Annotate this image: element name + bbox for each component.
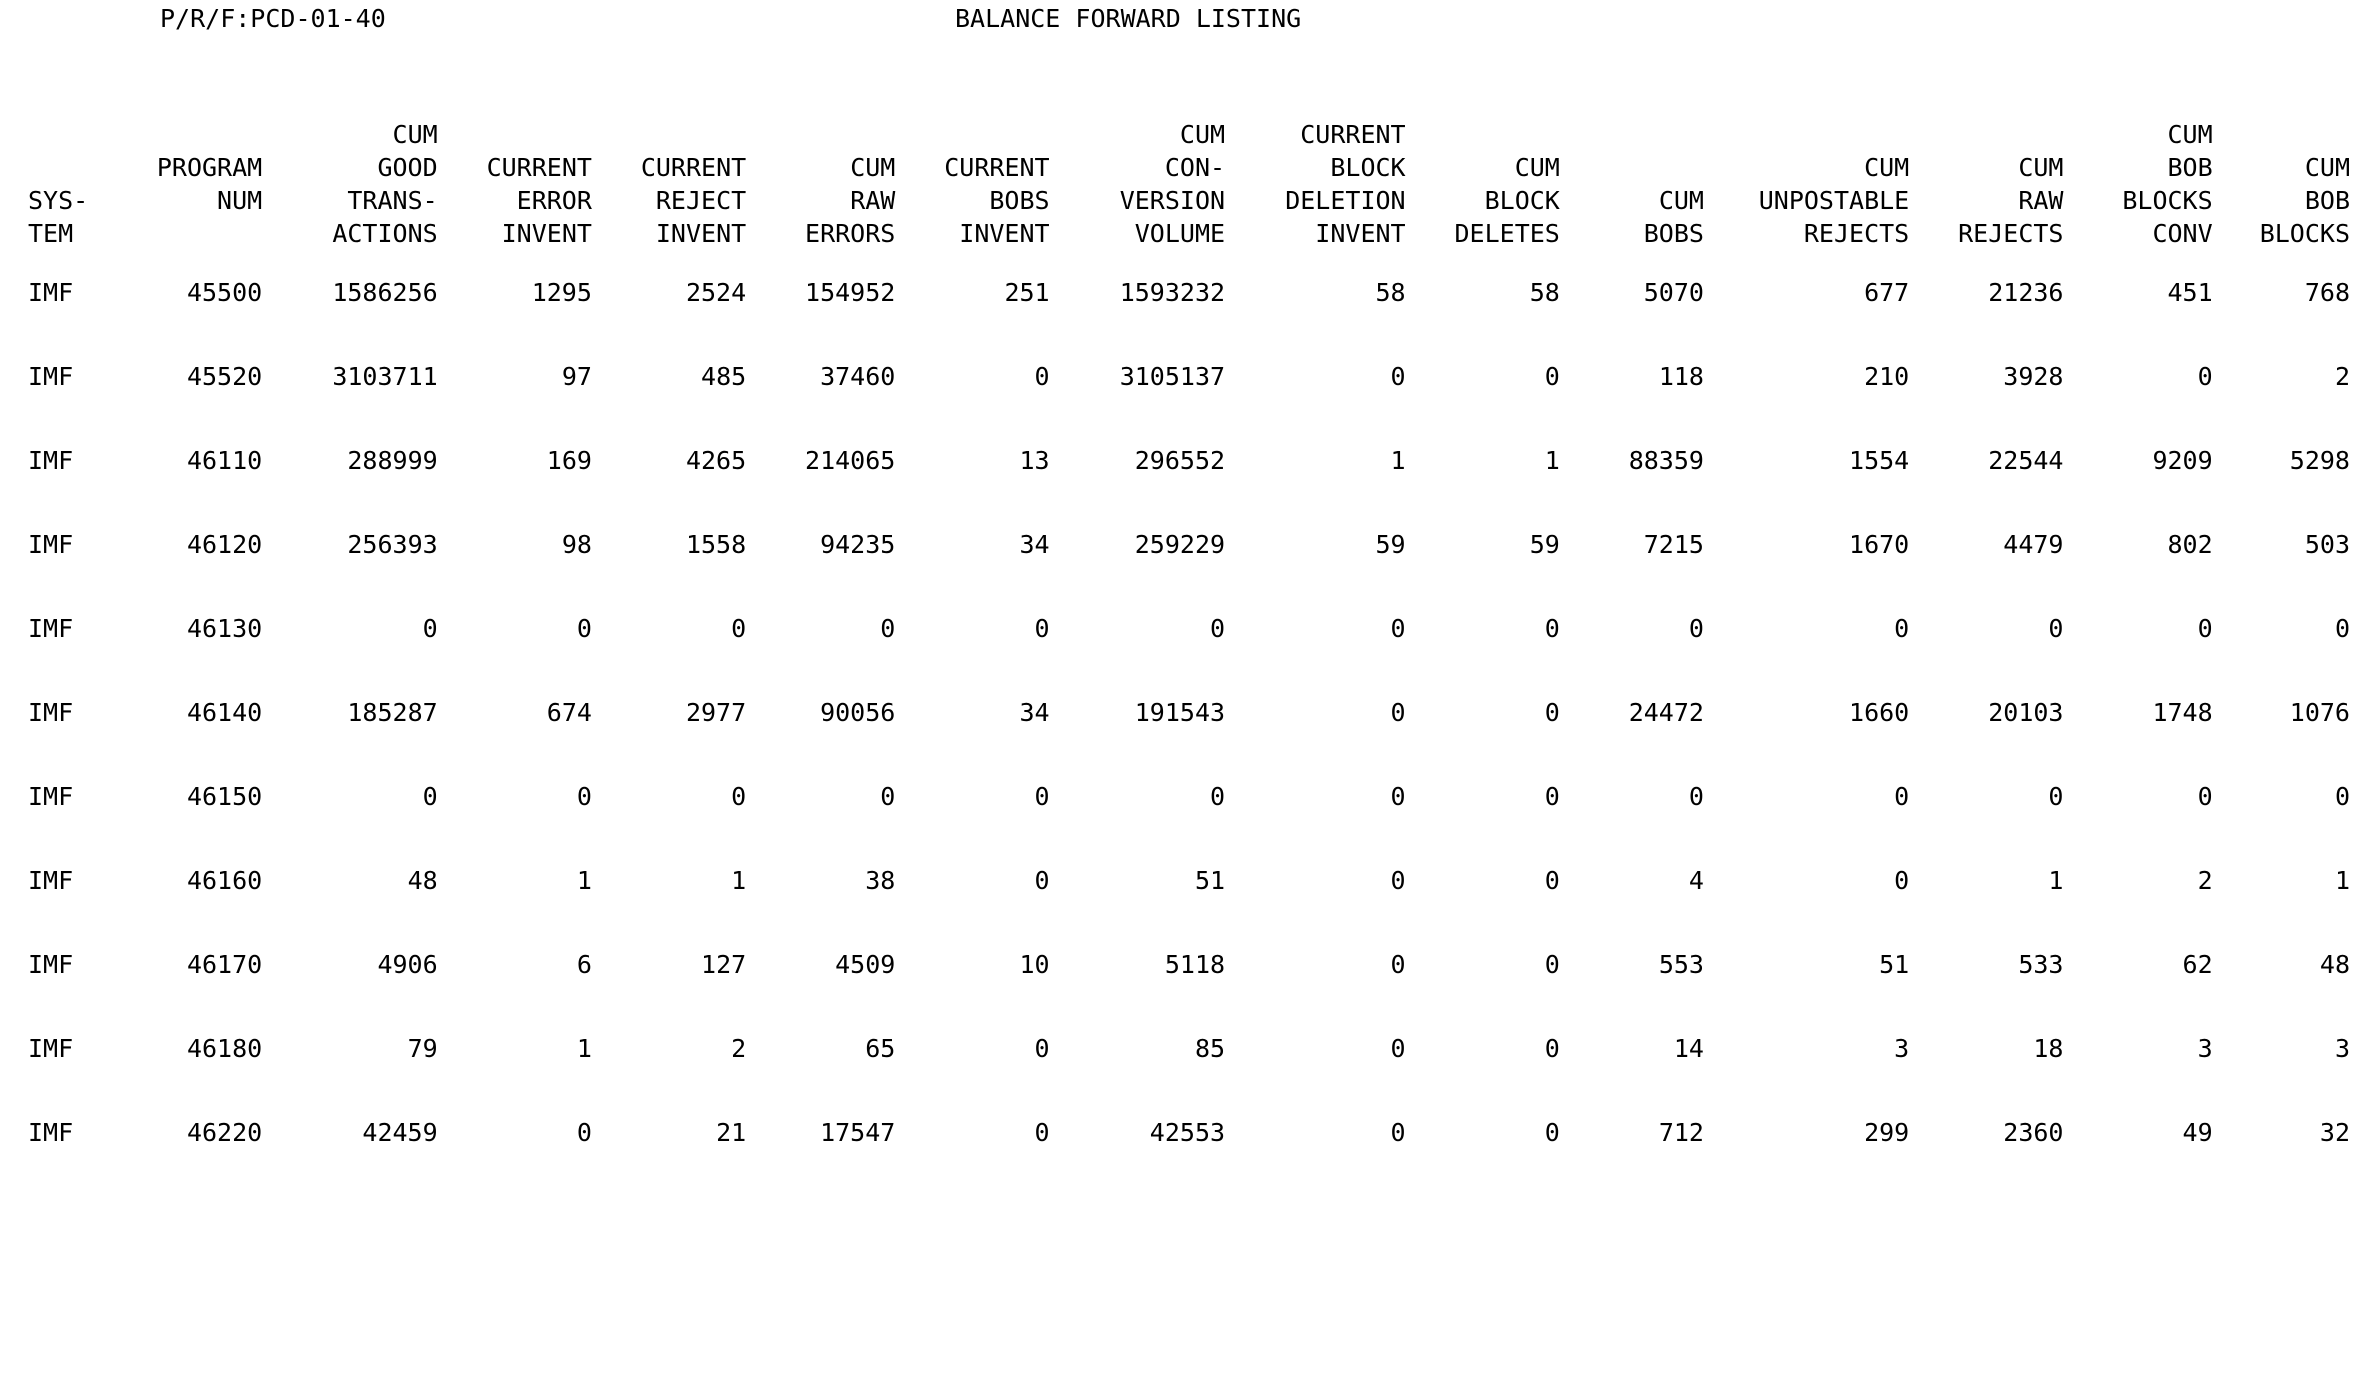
cell-cum-bobs: 118: [1658, 361, 1704, 391]
column-header-cum-bobs: [1574, 118, 1718, 250]
cell-current-error-invent: 97: [561, 361, 592, 391]
column-header-cum-bob-blocks: [2227, 118, 2364, 250]
cell-cum-unpostable-rejects: 0: [1894, 613, 1910, 643]
column-header-cum-unpostable-rejects: [1718, 118, 1923, 250]
cell-system: IMF: [28, 613, 74, 643]
cell-cum-conversion-volume: 1593232: [1119, 277, 1226, 307]
cell-program-num: 46140: [186, 697, 263, 727]
table-row: [0, 586, 2364, 670]
header-line: VOLUME: [1134, 219, 1226, 248]
cell-current-block-deletion-invent: 58: [1375, 277, 1406, 307]
cell-current-block-deletion-invent: 0: [1390, 361, 1406, 391]
cell-current-bobs-invent: 0: [1034, 1033, 1050, 1063]
cell-current-error-invent: 674: [546, 697, 592, 727]
column-header-cum-block-deletes: [1420, 118, 1574, 250]
cell-system: IMF: [28, 781, 74, 811]
header-line: SYS-: [28, 186, 89, 215]
header-line: RAW: [850, 186, 896, 215]
cell-cum-unpostable-rejects: 0: [1894, 865, 1910, 895]
column-header-current-reject-invent: [606, 118, 760, 250]
form-id-label: P/R/F:PCD-01-40: [160, 4, 386, 33]
cell-cum-unpostable-rejects: 1660: [1849, 697, 1910, 727]
cell-cum-block-deletes: 0: [1544, 1033, 1560, 1063]
cell-cum-conversion-volume: 3105137: [1119, 361, 1226, 391]
cell-cum-bob-blocks-conv: 3: [2197, 1033, 2213, 1063]
cell-cum-bob-blocks: 0: [2334, 781, 2350, 811]
cell-system: IMF: [28, 1117, 74, 1147]
cell-cum-bob-blocks: 48: [2319, 949, 2350, 979]
header-line: CONV: [2152, 219, 2213, 248]
table-body: [0, 250, 2364, 1174]
cell-cum-raw-errors: 0: [880, 613, 896, 643]
report-title: BALANCE FORWARD LISTING: [955, 4, 1302, 33]
cell-cum-unpostable-rejects: 3: [1894, 1033, 1910, 1063]
cell-cum-bob-blocks-conv: 62: [2182, 949, 2213, 979]
header-line: INVENT: [655, 219, 747, 248]
header-line: [134, 118, 262, 151]
header-line: [2227, 118, 2350, 151]
cell-cum-bob-blocks: 2: [2334, 361, 2350, 391]
cell-cum-block-deletes: 0: [1544, 949, 1560, 979]
header-line: INVENT: [959, 219, 1050, 248]
table-row: [0, 250, 2364, 334]
cell-current-block-deletion-invent: 0: [1390, 1117, 1406, 1147]
cell-cum-bobs: 5070: [1643, 277, 1704, 307]
cell-system: IMF: [28, 865, 74, 895]
header-line: UNPOSTABLE: [1758, 186, 1910, 215]
cell-cum-good-trans: 1586256: [332, 277, 438, 307]
column-header-current-error-invent: [452, 118, 606, 250]
cell-current-error-invent: 1: [576, 865, 592, 895]
header-line: CON-: [1164, 153, 1226, 182]
cell-cum-block-deletes: 0: [1544, 1117, 1560, 1147]
cell-cum-conversion-volume: 51: [1194, 865, 1226, 895]
cell-current-bobs-invent: 0: [1034, 865, 1050, 895]
cell-cum-raw-rejects: 21236: [1988, 277, 2064, 307]
cell-system: IMF: [28, 697, 74, 727]
cell-cum-bob-blocks-conv: 1748: [2152, 697, 2213, 727]
cell-cum-raw-rejects: 20103: [1988, 697, 2064, 727]
header-line: BOBS: [1643, 219, 1704, 248]
cell-current-error-invent: 0: [576, 781, 592, 811]
cell-cum-raw-rejects: 2360: [2003, 1117, 2064, 1147]
cell-program-num: 46170: [186, 949, 263, 979]
cell-current-reject-invent: 485: [701, 361, 747, 391]
column-header-cum-conversion-volume: [1064, 118, 1239, 250]
cell-cum-raw-errors: 4509: [835, 949, 896, 979]
header-line: [1574, 118, 1704, 151]
header-line: CURRENT: [944, 153, 1050, 182]
report-header: [0, 4, 2364, 44]
cell-cum-unpostable-rejects: 210: [1864, 361, 1910, 391]
cell-current-reject-invent: 21: [716, 1117, 747, 1147]
cell-cum-conversion-volume: 85: [1194, 1033, 1226, 1063]
header-line: [760, 118, 895, 151]
cell-cum-conversion-volume: 0: [1210, 613, 1226, 643]
header-line: INVENT: [501, 219, 592, 248]
header-line: CUM: [1864, 153, 1910, 182]
cell-cum-bobs: 0: [1688, 613, 1704, 643]
cell-cum-bob-blocks: 1076: [2289, 697, 2350, 727]
cell-cum-unpostable-rejects: 0: [1894, 781, 1910, 811]
cell-cum-bob-blocks: 768: [2304, 277, 2350, 307]
cell-cum-raw-rejects: 18: [2033, 1033, 2064, 1063]
header-line: REJECT: [655, 186, 747, 215]
column-header-program-num: [134, 118, 276, 250]
cell-program-num: 46160: [186, 865, 263, 895]
header-line: [452, 118, 592, 151]
header-line: CURRENT: [486, 153, 592, 182]
cell-cum-block-deletes: 1: [1544, 445, 1560, 475]
cell-current-bobs-invent: 0: [1034, 613, 1050, 643]
column-header-cum-raw-errors: [760, 118, 909, 250]
cell-current-bobs-invent: 13: [1019, 445, 1050, 475]
cell-cum-raw-errors: 0: [880, 781, 896, 811]
cell-cum-bob-blocks: 1: [2334, 865, 2350, 895]
cell-cum-raw-errors: 17547: [820, 1117, 896, 1147]
cell-cum-raw-rejects: 1: [2048, 865, 2064, 895]
header-line: CURRENT: [640, 153, 747, 182]
header-line: REJECTS: [1958, 219, 2064, 248]
cell-cum-raw-errors: 38: [865, 865, 896, 895]
cell-cum-raw-rejects: 0: [2048, 613, 2064, 643]
header-line: ACTIONS: [332, 219, 438, 248]
cell-current-reject-invent: 0: [731, 613, 747, 643]
cell-current-error-invent: 169: [546, 445, 592, 475]
cell-cum-bob-blocks: 503: [2304, 529, 2350, 559]
header-line: CUM: [1658, 186, 1704, 215]
header-line: REJECTS: [1803, 219, 1910, 248]
cell-program-num: 46180: [186, 1033, 263, 1063]
cell-current-bobs-invent: 0: [1034, 781, 1050, 811]
cell-current-reject-invent: 2: [731, 1033, 747, 1063]
cell-cum-conversion-volume: 296552: [1134, 445, 1226, 475]
cell-current-reject-invent: 2524: [685, 277, 747, 307]
header-line: [606, 118, 746, 151]
cell-current-bobs-invent: 0: [1034, 361, 1050, 391]
cell-cum-good-trans: 0: [422, 781, 438, 811]
cell-cum-conversion-volume: 5118: [1164, 949, 1226, 979]
header-line: BOBS: [989, 186, 1050, 215]
cell-current-error-invent: 1: [576, 1033, 592, 1063]
header-line: ERRORS: [805, 219, 896, 248]
cell-current-block-deletion-invent: 0: [1390, 697, 1406, 727]
cell-current-bobs-invent: 0: [1034, 1117, 1050, 1147]
table-row: [0, 334, 2364, 418]
cell-cum-good-trans: 0: [422, 613, 438, 643]
cell-current-reject-invent: 1558: [685, 529, 747, 559]
cell-current-bobs-invent: 34: [1019, 529, 1050, 559]
cell-cum-good-trans: 256393: [347, 529, 438, 559]
header-line: BLOCKS: [2122, 186, 2213, 215]
header-line: BLOCKS: [2259, 219, 2350, 248]
cell-cum-raw-rejects: 533: [2018, 949, 2064, 979]
table-row: [0, 418, 2364, 502]
cell-cum-raw-errors: 154952: [805, 277, 896, 307]
cell-current-error-invent: 0: [576, 1117, 592, 1147]
cell-cum-bob-blocks-conv: 49: [2182, 1117, 2213, 1147]
cell-cum-unpostable-rejects: 51: [1879, 949, 1910, 979]
cell-current-block-deletion-invent: 0: [1390, 865, 1406, 895]
cell-current-reject-invent: 127: [701, 949, 747, 979]
cell-cum-raw-rejects: 0: [2048, 781, 2064, 811]
cell-current-block-deletion-invent: 0: [1390, 949, 1406, 979]
cell-cum-raw-errors: 90056: [820, 697, 896, 727]
header-line: DELETES: [1454, 219, 1560, 248]
header-line: TRANS-: [347, 186, 438, 215]
column-header-cum-good-trans: [276, 118, 451, 250]
cell-cum-block-deletes: 0: [1544, 613, 1560, 643]
table-row: [0, 1090, 2364, 1174]
cell-current-bobs-invent: 10: [1019, 949, 1050, 979]
header-line: GOOD: [377, 153, 438, 182]
cell-system: IMF: [28, 1033, 74, 1063]
cell-current-block-deletion-invent: 0: [1390, 613, 1406, 643]
cell-current-bobs-invent: 251: [1004, 277, 1050, 307]
cell-cum-bobs: 14: [1673, 1033, 1704, 1063]
header-line: TEM: [28, 219, 74, 248]
cell-cum-raw-errors: 214065: [805, 445, 896, 475]
cell-cum-raw-errors: 65: [865, 1033, 896, 1063]
header-line: CUM: [392, 120, 438, 149]
cell-current-block-deletion-invent: 1: [1390, 445, 1406, 475]
cell-current-error-invent: 98: [561, 529, 592, 559]
cell-cum-unpostable-rejects: 1670: [1849, 529, 1910, 559]
column-header-system: [0, 118, 134, 250]
cell-program-num: 45500: [186, 277, 263, 307]
cell-current-reject-invent: 1: [731, 865, 747, 895]
cell-current-reject-invent: 0: [731, 781, 747, 811]
cell-program-num: 46150: [186, 781, 263, 811]
cell-cum-bob-blocks-conv: 9209: [2152, 445, 2213, 475]
cell-cum-bob-blocks-conv: 0: [2197, 781, 2213, 811]
table-row: [0, 922, 2364, 1006]
header-line: CUM: [2018, 153, 2064, 182]
cell-cum-block-deletes: 0: [1544, 781, 1560, 811]
cell-current-block-deletion-invent: 0: [1390, 1033, 1406, 1063]
cell-cum-block-deletes: 0: [1544, 697, 1560, 727]
header-line: [28, 151, 120, 184]
header-line: DELETION: [1285, 186, 1406, 215]
cell-cum-bob-blocks: 32: [2319, 1117, 2350, 1147]
cell-cum-raw-errors: 94235: [820, 529, 896, 559]
cell-program-num: 46120: [186, 529, 263, 559]
cell-cum-conversion-volume: 42553: [1149, 1117, 1226, 1147]
table-row: [0, 670, 2364, 754]
cell-cum-good-trans: 4906: [377, 949, 438, 979]
cell-current-error-invent: 6: [576, 949, 592, 979]
header-line: CUM: [2304, 153, 2350, 182]
cell-current-block-deletion-invent: 59: [1375, 529, 1406, 559]
cell-system: IMF: [28, 277, 74, 307]
header-line: CUM: [1514, 153, 1560, 182]
cell-cum-block-deletes: 58: [1529, 277, 1560, 307]
cell-cum-bob-blocks: 5298: [2289, 445, 2350, 475]
cell-current-block-deletion-invent: 0: [1390, 781, 1406, 811]
header-line: [1420, 118, 1560, 151]
column-header-cum-bob-blocks-conv: [2077, 118, 2226, 250]
cell-program-num: 46130: [186, 613, 263, 643]
cell-current-reject-invent: 2977: [685, 697, 747, 727]
cell-cum-block-deletes: 59: [1529, 529, 1560, 559]
cell-cum-bob-blocks-conv: 2: [2197, 865, 2213, 895]
header-line: CUM: [1179, 120, 1226, 149]
header-line: VERSION: [1119, 186, 1226, 215]
cell-cum-bobs: 0: [1688, 781, 1704, 811]
cell-cum-bobs: 88359: [1628, 445, 1704, 475]
column-header-current-block-deletion-invent: [1239, 118, 1420, 250]
balance-forward-table: [0, 118, 2364, 1174]
header-line: [1923, 118, 2063, 151]
cell-cum-bobs: 24472: [1628, 697, 1704, 727]
cell-cum-bob-blocks-conv: 0: [2197, 613, 2213, 643]
cell-cum-bobs: 553: [1658, 949, 1704, 979]
header-line: [28, 118, 120, 151]
column-header-cum-raw-rejects: [1923, 118, 2077, 250]
cell-cum-bobs: 712: [1658, 1117, 1704, 1147]
header-line: [1574, 151, 1704, 184]
header-line: CUM: [2167, 120, 2213, 149]
column-header-current-bobs-invent: [909, 118, 1063, 250]
cell-cum-good-trans: 288999: [347, 445, 438, 475]
cell-cum-raw-rejects: 4479: [2003, 529, 2064, 559]
header-line: [1718, 118, 1909, 151]
cell-cum-bobs: 4: [1688, 865, 1704, 895]
table-row: [0, 838, 2364, 922]
table-header-row: [0, 118, 2364, 250]
cell-cum-unpostable-rejects: 299: [1864, 1117, 1910, 1147]
cell-program-num: 46220: [186, 1117, 263, 1147]
cell-system: IMF: [28, 949, 74, 979]
cell-cum-good-trans: 185287: [347, 697, 438, 727]
cell-cum-raw-rejects: 22544: [1988, 445, 2064, 475]
cell-cum-raw-rejects: 3928: [2003, 361, 2064, 391]
table-row: [0, 502, 2364, 586]
cell-cum-unpostable-rejects: 1554: [1849, 445, 1910, 475]
cell-system: IMF: [28, 445, 74, 475]
cell-system: IMF: [28, 361, 74, 391]
header-line: BOB: [2304, 186, 2350, 215]
table-row: [0, 1006, 2364, 1090]
cell-cum-unpostable-rejects: 677: [1864, 277, 1910, 307]
cell-cum-good-trans: 3103711: [332, 361, 438, 391]
header-line: BLOCK: [1484, 186, 1560, 215]
cell-program-num: 45520: [186, 361, 263, 391]
cell-cum-block-deletes: 0: [1544, 865, 1560, 895]
cell-cum-bob-blocks-conv: 802: [2167, 529, 2213, 559]
cell-system: IMF: [28, 529, 74, 559]
header-line: [909, 118, 1049, 151]
cell-cum-good-trans: 42459: [362, 1117, 438, 1147]
cell-cum-bobs: 7215: [1643, 529, 1704, 559]
cell-cum-conversion-volume: 0: [1210, 781, 1226, 811]
header-line: BOB: [2167, 153, 2213, 182]
cell-cum-conversion-volume: 191543: [1134, 697, 1226, 727]
table-row: [0, 754, 2364, 838]
header-line: INVENT: [1315, 219, 1406, 248]
cell-cum-block-deletes: 0: [1544, 361, 1560, 391]
header-line: CURRENT: [1300, 120, 1406, 149]
cell-current-bobs-invent: 34: [1019, 697, 1050, 727]
cell-current-error-invent: 0: [576, 613, 592, 643]
cell-cum-bob-blocks: 0: [2334, 613, 2350, 643]
header-line: PROGRAM: [156, 153, 263, 182]
cell-cum-good-trans: 48: [407, 865, 438, 895]
cell-cum-bob-blocks: 3: [2334, 1033, 2350, 1063]
cell-current-error-invent: 1295: [531, 277, 592, 307]
cell-cum-good-trans: 79: [407, 1033, 438, 1063]
header-line: RAW: [2018, 186, 2064, 215]
header-line: BLOCK: [1330, 153, 1406, 182]
cell-cum-bob-blocks-conv: 451: [2167, 277, 2213, 307]
cell-program-num: 46110: [186, 445, 263, 475]
header-line: CUM: [850, 153, 896, 182]
table-header: [0, 118, 2364, 250]
cell-cum-conversion-volume: 259229: [1134, 529, 1226, 559]
header-line: [134, 217, 262, 250]
header-line: ERROR: [516, 186, 592, 215]
cell-current-reject-invent: 4265: [685, 445, 747, 475]
cell-cum-bob-blocks-conv: 0: [2197, 361, 2213, 391]
cell-cum-raw-errors: 37460: [820, 361, 896, 391]
header-line: NUM: [217, 186, 263, 215]
